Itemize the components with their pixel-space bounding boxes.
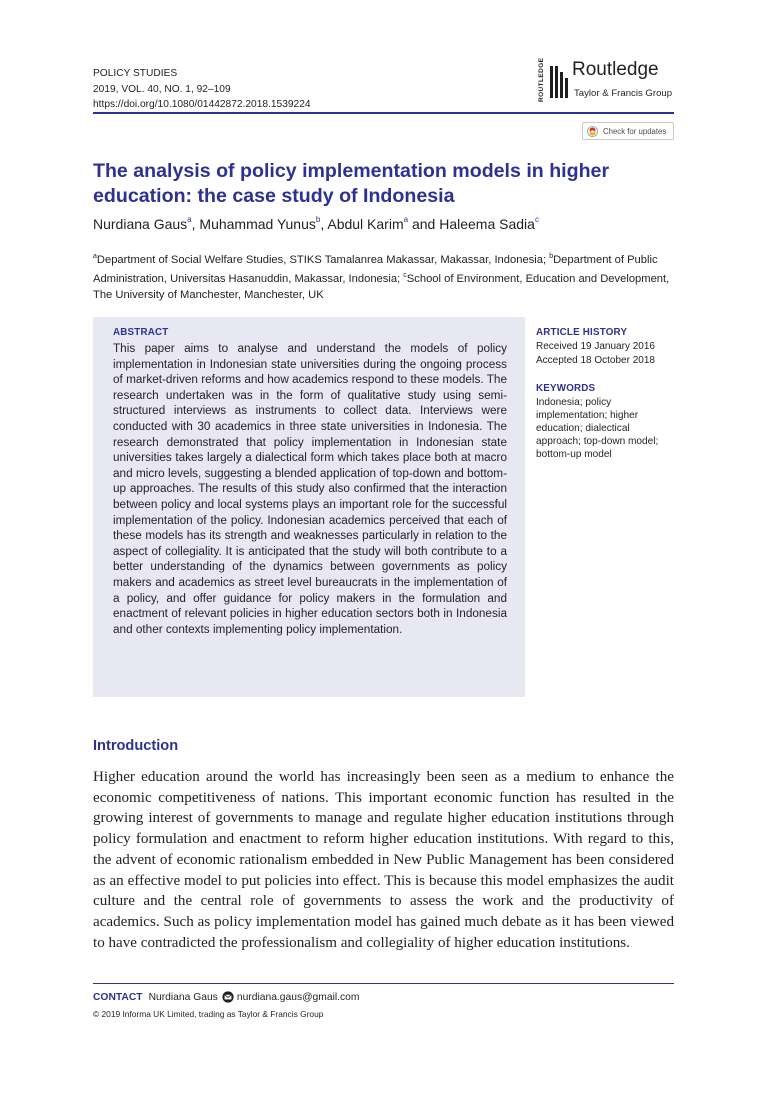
affil-marker: a	[93, 253, 97, 260]
affiliation-a: Department of Social Welfare Studies, STIKS Tamalanrea Makassar, Makassar, Indonesia;	[96, 254, 550, 266]
author-affil-marker: c	[534, 215, 539, 224]
journal-issue: 2019, VOL. 40, NO. 1, 92–109	[93, 83, 231, 95]
publisher-logo-vertical-text: ROUTLEDGE	[538, 57, 545, 102]
author-name[interactable]: Nurdiana Gaus	[93, 216, 188, 232]
author-list	[93, 215, 539, 232]
routledge-mark-icon	[550, 66, 570, 98]
received-date: Received 19 January 2016	[536, 341, 655, 352]
journal-info	[93, 66, 311, 113]
keywords-heading: KEYWORDS	[536, 383, 596, 394]
author-affil-marker: b	[315, 215, 321, 224]
publisher-logo[interactable]	[538, 57, 678, 104]
check-updates-icon	[587, 126, 598, 137]
journal-name: POLICY STUDIES	[93, 68, 178, 79]
check-updates-button[interactable]	[582, 122, 674, 140]
publisher-subtitle: Taylor & Francis Group	[574, 88, 673, 99]
article-title: The analysis of policy implementation models in higher education: the case study of Indonesia	[93, 160, 610, 207]
introduction-heading: Introduction	[93, 738, 179, 754]
affil-marker: c	[403, 272, 407, 279]
contact-label: CONTACT	[93, 991, 143, 1003]
author-separator: ,	[320, 216, 328, 232]
abstract-heading: ABSTRACT	[113, 327, 169, 338]
header-rule	[93, 112, 674, 114]
contact-line	[93, 991, 359, 1003]
affil-marker: b	[549, 253, 554, 260]
author-name[interactable]: Haleema Sadia	[439, 216, 535, 232]
author-and: and	[408, 216, 440, 232]
abstract-text: This paper aims to analyse and understand the models of policy implementation in Indonesian state universities during the ongoing process of market-driven reforms and how academics respond to these models. The research undertaken was in the form of qualitative study using semi-structured interviews as instruments to collect data. Interviews were conducted with 30 academics in three state universities in Indonesia. The research demonstrated that policy implementation in Indonesian state universities takes largely a dialectical form which takes place both at macro and micro levels, suggesting a blended application of top-down and bottom-up approaches. The results of this study also confirmed that the interaction between policy and local systems plays an important role for the successful implementation of the policy. Indonesian academics perceived that each of these models has its strength and weaknesses particularly in relation to the aspect of collegiality. It is anticipated that the study will both contribute to a better understanding of the dynamics between governments as policy makers and academics as street level bureaucrats in the implementation of a policy, and offer guidance for policy makers in the formulation and enactment of relevant policies in higher education sectors both in Indonesia and other contexts implementing policy implementation.	[113, 342, 507, 636]
journal-doi[interactable]: https://doi.org/10.1080/01442872.2018.1539224	[93, 99, 311, 110]
affiliations	[93, 249, 683, 303]
introduction-text: Higher education around the world has increasingly been seen as a medium to enhance the economic competitiveness of nations. This important economic function has resulted in the growing interest of governments to manage and regulate higher education institutions through policy formulation and enactment to reform higher education institutions. With regard to this, the advent of economic rationalism embedded in New Public Management has been considered as an effective model to put policies into effect. This is because this model emphasizes the audit culture and the central role of governments to assess the work and the productivity of academics. Such as policy implementation model has gained much debate as it has been viewed to have contradicted the professionalism and collegiality of higher education institutions.	[93, 769, 674, 951]
author-affil-marker: a	[403, 215, 409, 224]
footer-rule	[93, 983, 674, 984]
contact-email-link[interactable]: nurdiana.gaus@gmail.com	[236, 991, 360, 1003]
email-icon	[222, 991, 234, 1003]
affiliation-b: Department of Public Administration, Universitas Hasanuddin, Makassar, Indonesia;	[93, 254, 658, 285]
contact-name: Nurdiana Gaus	[148, 991, 218, 1003]
author-name[interactable]: Muhammad Yunus	[199, 216, 316, 232]
author-affil-marker: a	[187, 215, 192, 224]
affiliation-c: School of Environment, Education and Development, The University of Manchester, Manchester, UK	[93, 273, 670, 301]
keywords-text: Indonesia; policy implementation; higher education; dialectical approach; top-down model; bottom-up model	[536, 397, 659, 460]
accepted-date: Accepted 18 October 2018	[536, 355, 655, 366]
check-updates-label: Check for updates	[603, 126, 667, 136]
author-separator: ,	[191, 216, 200, 232]
article-history-heading: ARTICLE HISTORY	[536, 327, 628, 338]
author-name[interactable]: Abdul Karim	[327, 216, 404, 232]
copyright-notice: © 2019 Informa UK Limited, trading as Taylor & Francis Group	[93, 1009, 324, 1019]
publisher-name: Routledge	[572, 59, 659, 80]
